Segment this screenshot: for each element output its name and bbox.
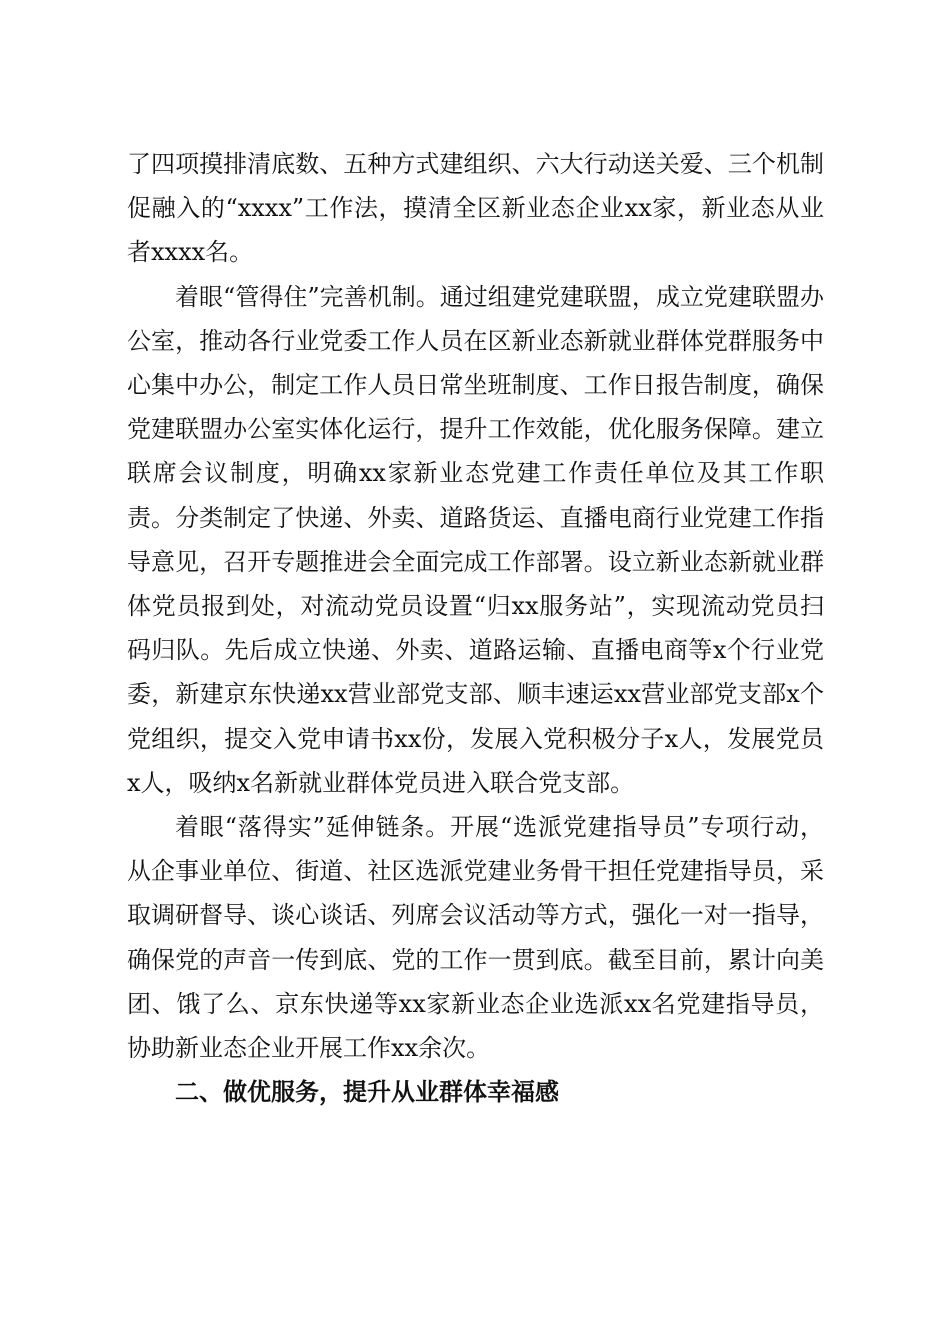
paragraph-continuation: 了四项摸排清底数、五种方式建组织、六大行动送关爱、三个机制促融入的“xxxx”工作法，摸清全区新业态企业xx家，新业态从业者xxxx名。	[127, 150, 824, 267]
document-body	[127, 142, 824, 1114]
paragraph-mechanism: 着眼“管得住”完善机制。通过组建党建联盟，成立党建联盟办公室，推动各行业党委工作人员在区新业态新就业群体党群服务中心集中办公，制定工作人员日常坐班制度、工作日报告制度，确保党建联盟办公室实体化运行，提升工作效能，优化服务保障。建立联席会议制度，明确xx家新业态党建工作责任单位及其工作职责。分类制定了快递、外卖、道路货运、直播电商行业党建工作指导意见，召开专题推进会全面完成工作部署。设立新业态新就业群体党员报到处，对流动党员设置“归xx服务站”，实现流动党员扫码归队。先后成立快递、外卖、道路运输、直播电商等x个行业党委，新建京东快递xx营业部党支部、顺丰速运xx营业部党支部x个党组织，提交入党申请书xx份，发展入党积极分子x人，发展党员x人，吸纳x名新就业群体党员进入联合党支部。	[127, 282, 824, 797]
paragraph-implementation: 着眼“落得实”延伸链条。开展“选派党建指导员”专项行动，从企事业单位、街道、社区选派党建业务骨干担任党建指导员，采取调研督导、谈心谈话、列席会议活动等方式，强化一对一指导，确保党的声音一传到底、党的工作一贯到底。截至目前，累计向美团、饿了么、京东快递等xx家新业态企业选派xx名党建指导员，协助新业态企业开展工作xx余次。	[127, 813, 824, 1063]
section-heading: 二、做优服务，提升从业群体幸福感	[175, 1078, 559, 1107]
